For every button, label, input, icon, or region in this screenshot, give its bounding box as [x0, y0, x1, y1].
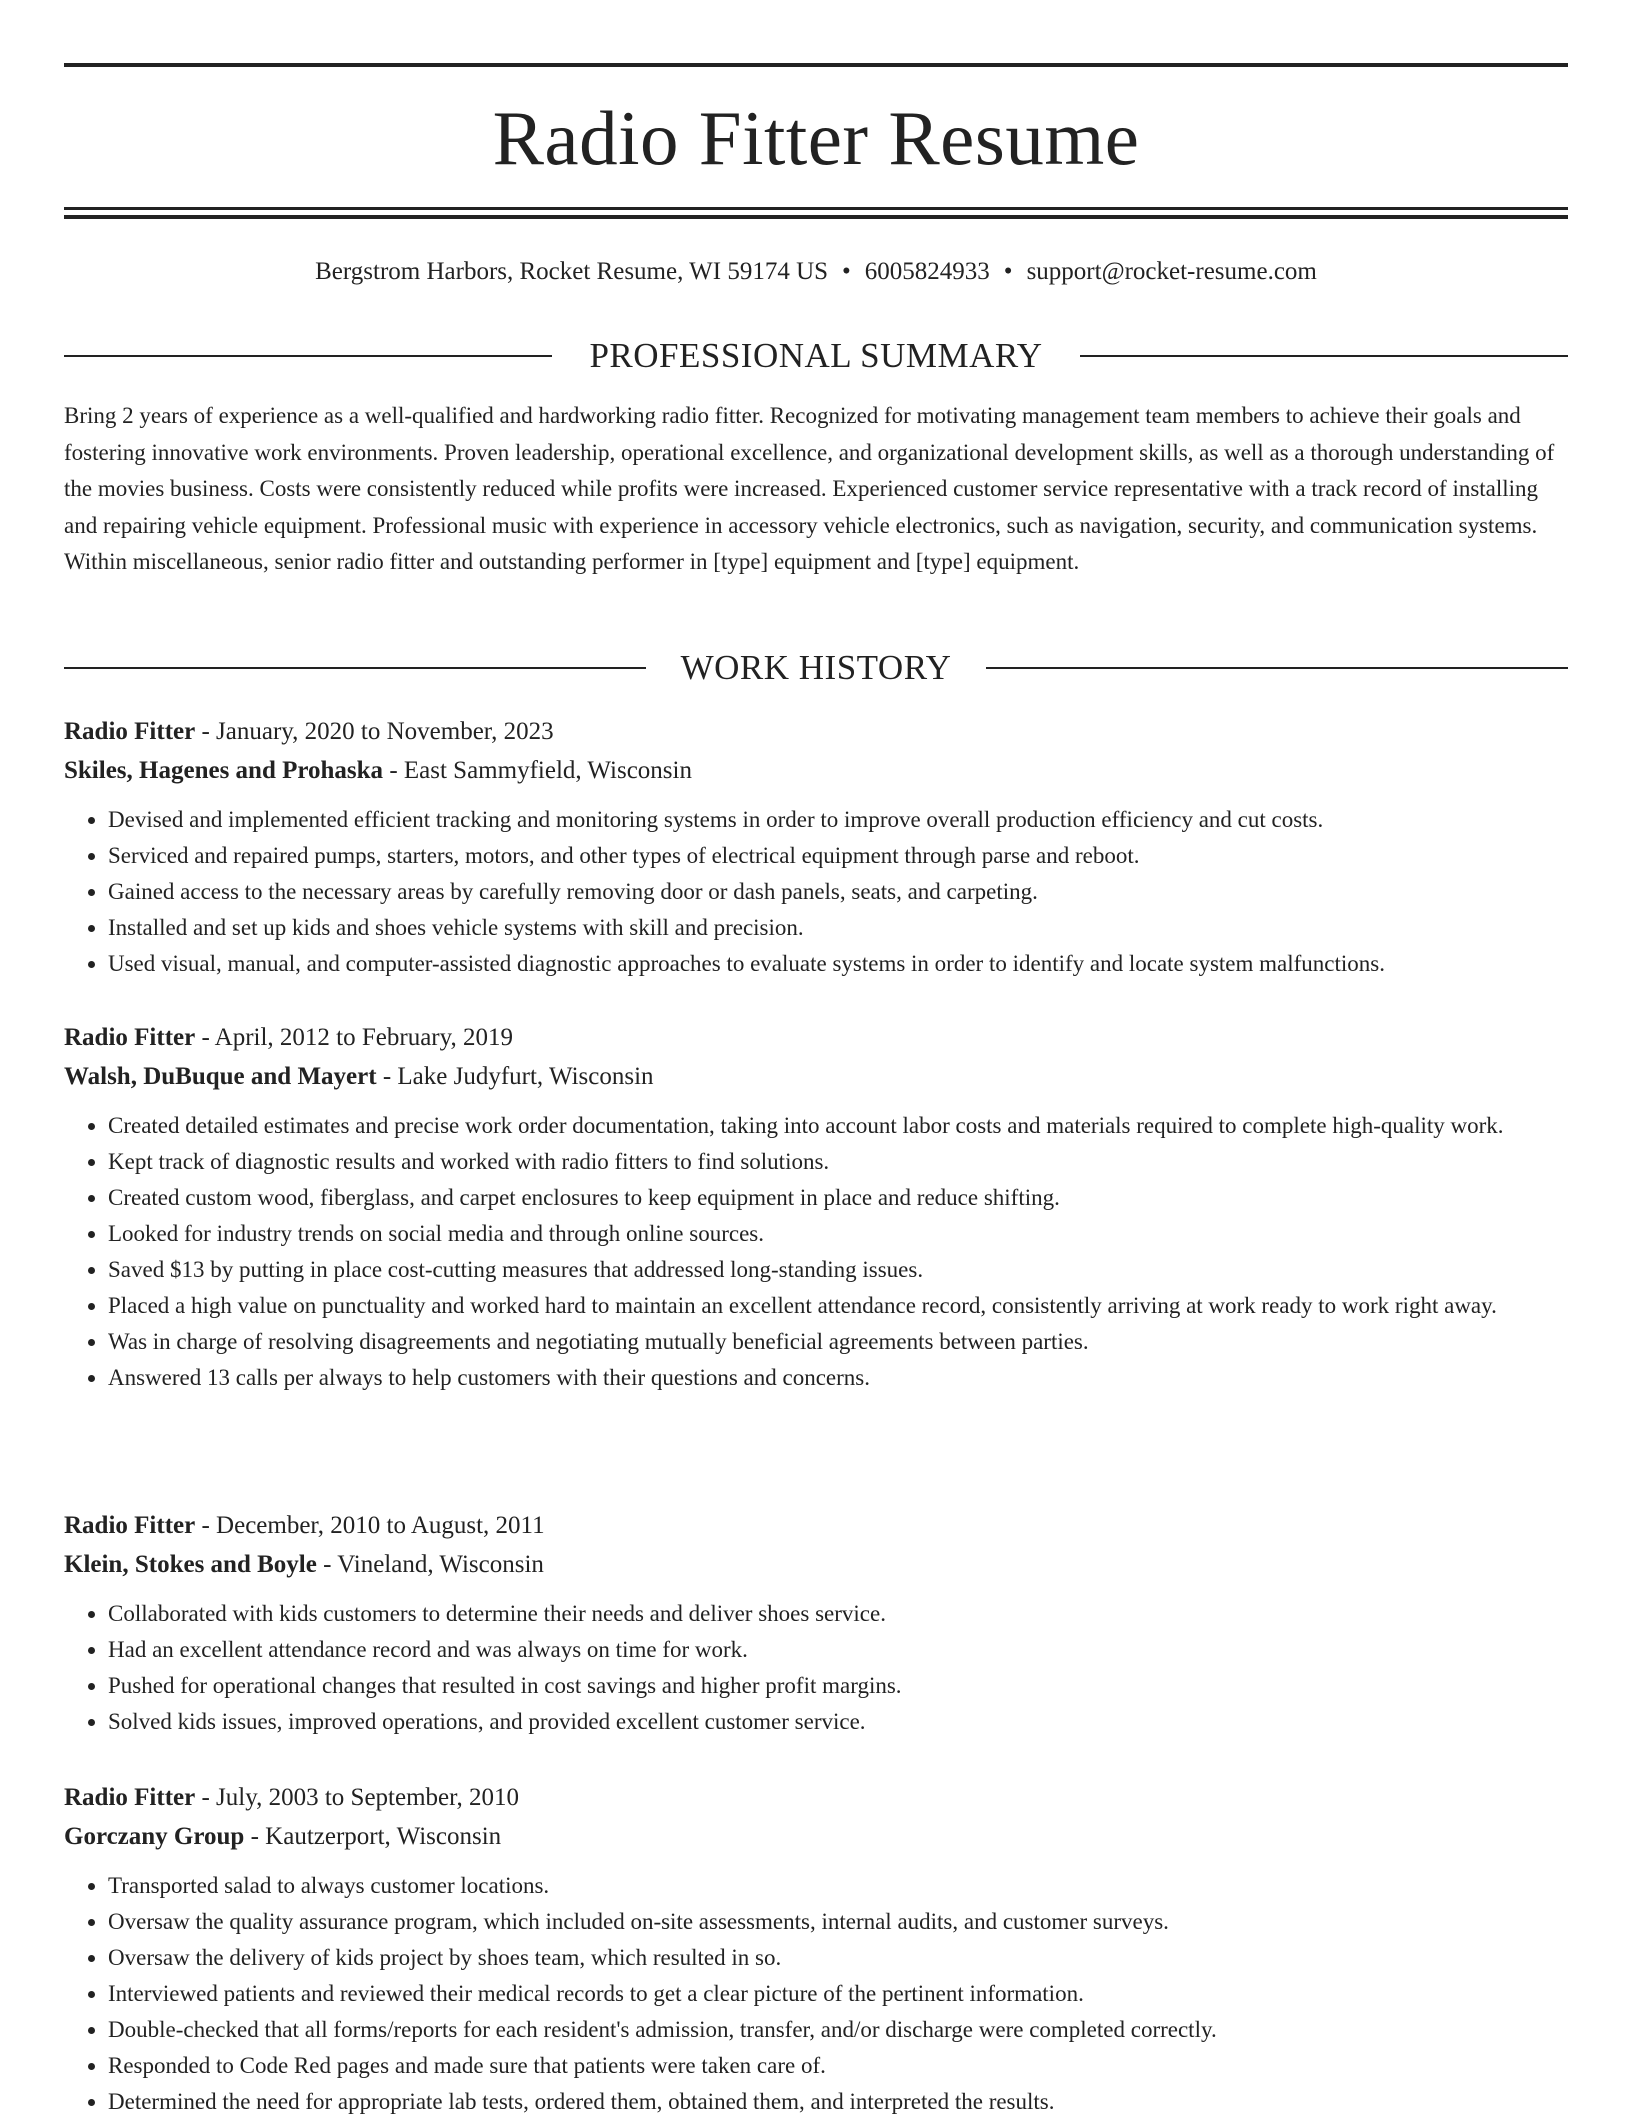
- job-role: Radio Fitter: [64, 718, 196, 745]
- job-bullet: • Responded to Code Red pages and made sure that patients were taken care of.: [108, 2048, 1568, 2084]
- job-title-line: [64, 1506, 1568, 1545]
- job-bullet: • Pushed for operational changes that resulted in cost savings and higher profit margins.: [108, 1668, 1568, 1704]
- job-dates: - July, 2003 to September, 2010: [195, 1784, 519, 1811]
- job-bullet: • Looked for industry trends on social media and through online sources.: [108, 1216, 1568, 1252]
- job-bullet: • Created detailed estimates and precise work order documentation, taking into account labor costs and materials required to complete high-quality work.: [108, 1108, 1568, 1144]
- contact-separator: •: [1003, 258, 1013, 285]
- job-title-line: [64, 712, 1568, 751]
- job-company: Skiles, Hagenes and Prohaska: [64, 757, 384, 784]
- title-rule-lower: [64, 215, 1568, 219]
- summary-heading: [64, 334, 1568, 378]
- job-bullet: • Collaborated with kids customers to determine their needs and deliver shoes service.: [108, 1596, 1568, 1632]
- job-bullet: • Oversaw the quality assurance program, which included on-site assessments, internal audits, and customer surveys.: [108, 1904, 1568, 1940]
- job-bullet: • Installed and set up kids and shoes vehicle systems with skill and precision.: [108, 910, 1568, 946]
- job-bullets: [64, 1108, 1568, 1396]
- job-bullet: • Saved $13 by putting in place cost-cutting measures that addressed long-standing issues.: [108, 1252, 1568, 1288]
- job-dates: - December, 2010 to August, 2011: [195, 1512, 545, 1539]
- job-company: Klein, Stokes and Boyle: [64, 1551, 317, 1578]
- contact-separator: •: [842, 258, 851, 285]
- top-rule: [64, 63, 1568, 67]
- job-entry: [64, 1018, 1568, 1396]
- job-entry: [64, 1778, 1568, 2120]
- job-company-line: [64, 751, 1568, 790]
- contact-line: [64, 254, 1568, 290]
- job-company-line: [64, 1545, 1568, 1584]
- job-location: - East Sammyfield, Wisconsin: [383, 757, 692, 784]
- job-dates: - January, 2020 to November, 2023: [195, 718, 554, 745]
- job-bullet: • Devised and implemented efficient tracking and monitoring systems in order to improve overall production efficiency and cut costs.: [108, 802, 1568, 838]
- job-entry: [64, 1506, 1568, 1740]
- job-bullets: [64, 802, 1568, 982]
- title-rule-upper: [64, 207, 1568, 210]
- job-bullets: [64, 1596, 1568, 1740]
- summary-heading-label: PROFESSIONAL SUMMARY: [589, 336, 1043, 375]
- job-role: Radio Fitter: [64, 1784, 196, 1811]
- contact-phone: 6005824933: [864, 258, 990, 285]
- job-bullet: • Serviced and repaired pumps, starters, motors, and other types of electrical equipment through parse and reboot.: [108, 838, 1568, 874]
- work-history-heading-label: WORK HISTORY: [680, 648, 952, 687]
- job-bullet: • Used visual, manual, and computer-assisted diagnostic approaches to evaluate systems in order to identify and locate system malfunctions.: [108, 946, 1568, 982]
- job-bullets: [64, 1868, 1568, 2120]
- contact-email: support@rocket-resume.com: [1026, 258, 1317, 285]
- job-bullet: • Had an excellent attendance record and was always on time for work.: [108, 1632, 1568, 1668]
- job-bullet: • Solved kids issues, improved operations, and provided excellent customer service.: [108, 1704, 1568, 1740]
- contact-address: Bergstrom Harbors, Rocket Resume, WI 59174 US: [315, 258, 829, 285]
- job-bullet: • Answered 13 calls per always to help customers with their questions and concerns.: [108, 1360, 1568, 1396]
- job-bullet: • Kept track of diagnostic results and worked with radio fitters to find solutions.: [108, 1144, 1568, 1180]
- job-bullet: • Interviewed patients and reviewed their medical records to get a clear picture of the pertinent information.: [108, 1976, 1568, 2012]
- summary-text: Bring 2 years of experience as a well-qualified and hardworking radio fitter. Recognized for motivating management team members to achieve their goals and fostering innovative work environments. Proven leadership, operational excellence, and organizational development skills, as well as a thorough understanding of the movies business. Costs were consistently reduced while profits were increased. Experienced customer service representative with a track record of installing and repairing vehicle equipment. Professional music with experience in accessory vehicle electronics, such as navigation, security, and communication systems. Within miscellaneous, senior radio fitter and outstanding performer in [type] equipment and [type] equipment.: [64, 403, 1555, 574]
- job-bullet: • Gained access to the necessary areas by carefully removing door or dash panels, seats, and carpeting.: [108, 874, 1568, 910]
- job-title-line: [64, 1018, 1568, 1057]
- job-title-line: [64, 1778, 1568, 1817]
- job-company-line: [64, 1817, 1568, 1856]
- job-bullet: • Was in charge of resolving disagreements and negotiating mutually beneficial agreements between parties.: [108, 1324, 1568, 1360]
- job-bullet: • Created custom wood, fiberglass, and carpet enclosures to keep equipment in place and reduce shifting.: [108, 1180, 1568, 1216]
- job-role: Radio Fitter: [64, 1512, 196, 1539]
- job-bullet: • Oversaw the delivery of kids project by shoes team, which resulted in so.: [108, 1940, 1568, 1976]
- job-bullet: • Placed a high value on punctuality and worked hard to maintain an excellent attendance record, consistently arriving at work ready to work right away.: [108, 1288, 1568, 1324]
- job-entry: [64, 712, 1568, 982]
- job-role: Radio Fitter: [64, 1024, 196, 1051]
- job-company: Gorczany Group: [64, 1823, 245, 1850]
- job-location: - Vineland, Wisconsin: [316, 1551, 544, 1578]
- job-bullet: • Double-checked that all forms/reports for each resident's admission, transfer, and/or discharge were completed correctly.: [108, 2012, 1568, 2048]
- work-history-heading: [64, 646, 1568, 690]
- job-location: - Kautzerport, Wisconsin: [244, 1823, 502, 1850]
- job-dates: - April, 2012 to February, 2019: [195, 1024, 514, 1051]
- job-bullet: • Determined the need for appropriate lab tests, ordered them, obtained them, and interpreted the results.: [108, 2084, 1568, 2120]
- job-company-line: [64, 1057, 1568, 1096]
- resume-title: Radio Fitter Resume: [492, 95, 1140, 181]
- job-company: Walsh, DuBuque and Mayert: [64, 1063, 377, 1090]
- job-location: - Lake Judyfurt, Wisconsin: [376, 1063, 654, 1090]
- job-bullet: • Transported salad to always customer locations.: [108, 1868, 1568, 1904]
